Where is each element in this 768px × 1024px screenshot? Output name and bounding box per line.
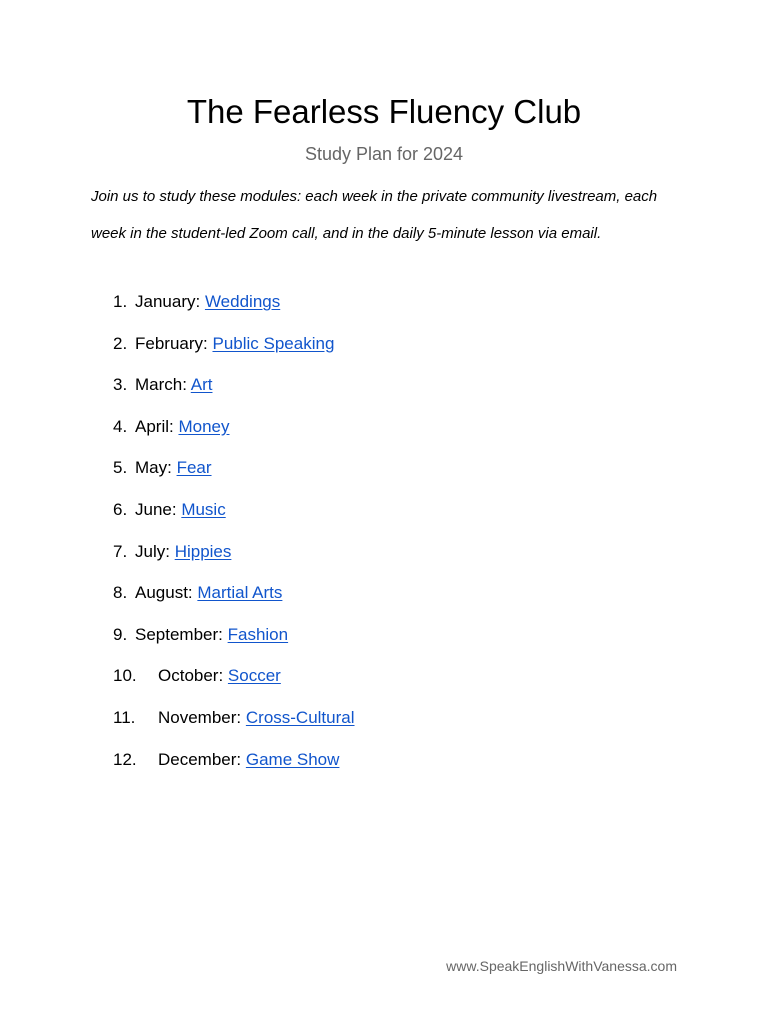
month-label: April: — [135, 416, 179, 436]
item-text — [158, 747, 339, 773]
item-text — [135, 580, 282, 606]
item-text — [158, 705, 355, 731]
item-number: 3. — [113, 375, 128, 395]
item-number: 6. — [113, 500, 128, 519]
item-text — [135, 539, 231, 565]
intro-paragraph — [91, 178, 691, 252]
item-number: 2. — [113, 333, 128, 353]
topic-link[interactable]: Fashion — [227, 624, 289, 644]
topic-link[interactable]: Weddings — [204, 292, 281, 311]
topic-link[interactable]: Cross-Cultural — [245, 708, 355, 727]
intro-line: Join us to study these modules: each week in the private community livestream, each — [91, 188, 658, 205]
item-text — [135, 455, 212, 481]
month-label: September: — [135, 624, 228, 644]
intro-line: week in the student-led Zoom call, and in the daily 5-minute lesson via email. — [91, 225, 602, 242]
item-number: 1. — [113, 292, 128, 311]
item-number: 4. — [113, 416, 128, 436]
month-label: January: — [135, 292, 205, 311]
item-number: 7. — [113, 541, 128, 561]
item-number: 5. — [113, 458, 128, 478]
item-number: 12. — [113, 749, 137, 769]
topic-link[interactable]: Money — [178, 416, 230, 436]
topic-link[interactable]: Art — [190, 375, 213, 395]
topic-link[interactable]: Soccer — [227, 666, 281, 686]
item-number: 11. — [113, 708, 136, 727]
month-label: June: — [135, 500, 182, 519]
item-text — [135, 497, 226, 523]
item-text — [158, 663, 281, 689]
topic-link[interactable]: Martial Arts — [197, 583, 283, 603]
topic-link[interactable]: Public Speaking — [212, 333, 335, 353]
month-label: December: — [158, 749, 246, 769]
item-text — [135, 414, 230, 440]
month-label: November: — [158, 708, 246, 727]
footer-url: www.SpeakEnglishWithVanessa.com — [446, 958, 677, 974]
item-number: 10. — [113, 666, 137, 686]
document-subtitle: Study Plan for 2024 — [304, 144, 464, 164]
item-text — [135, 372, 212, 398]
month-label: October: — [158, 666, 228, 686]
item-text — [135, 331, 334, 357]
item-number: 9. — [113, 624, 128, 644]
document-title: The Fearless Fluency Club — [186, 93, 582, 130]
topic-link[interactable]: Game Show — [245, 749, 340, 769]
topic-link[interactable]: Fear — [176, 458, 212, 478]
item-text — [135, 289, 280, 315]
month-label: July: — [135, 541, 175, 561]
topic-link[interactable]: Hippies — [174, 541, 232, 561]
topic-link[interactable]: Music — [181, 500, 226, 519]
month-label: March: — [135, 375, 191, 395]
month-label: February: — [135, 333, 213, 353]
month-label: August: — [135, 583, 198, 603]
item-text — [135, 622, 288, 648]
month-label: May: — [135, 458, 177, 478]
item-number: 8. — [113, 583, 128, 603]
